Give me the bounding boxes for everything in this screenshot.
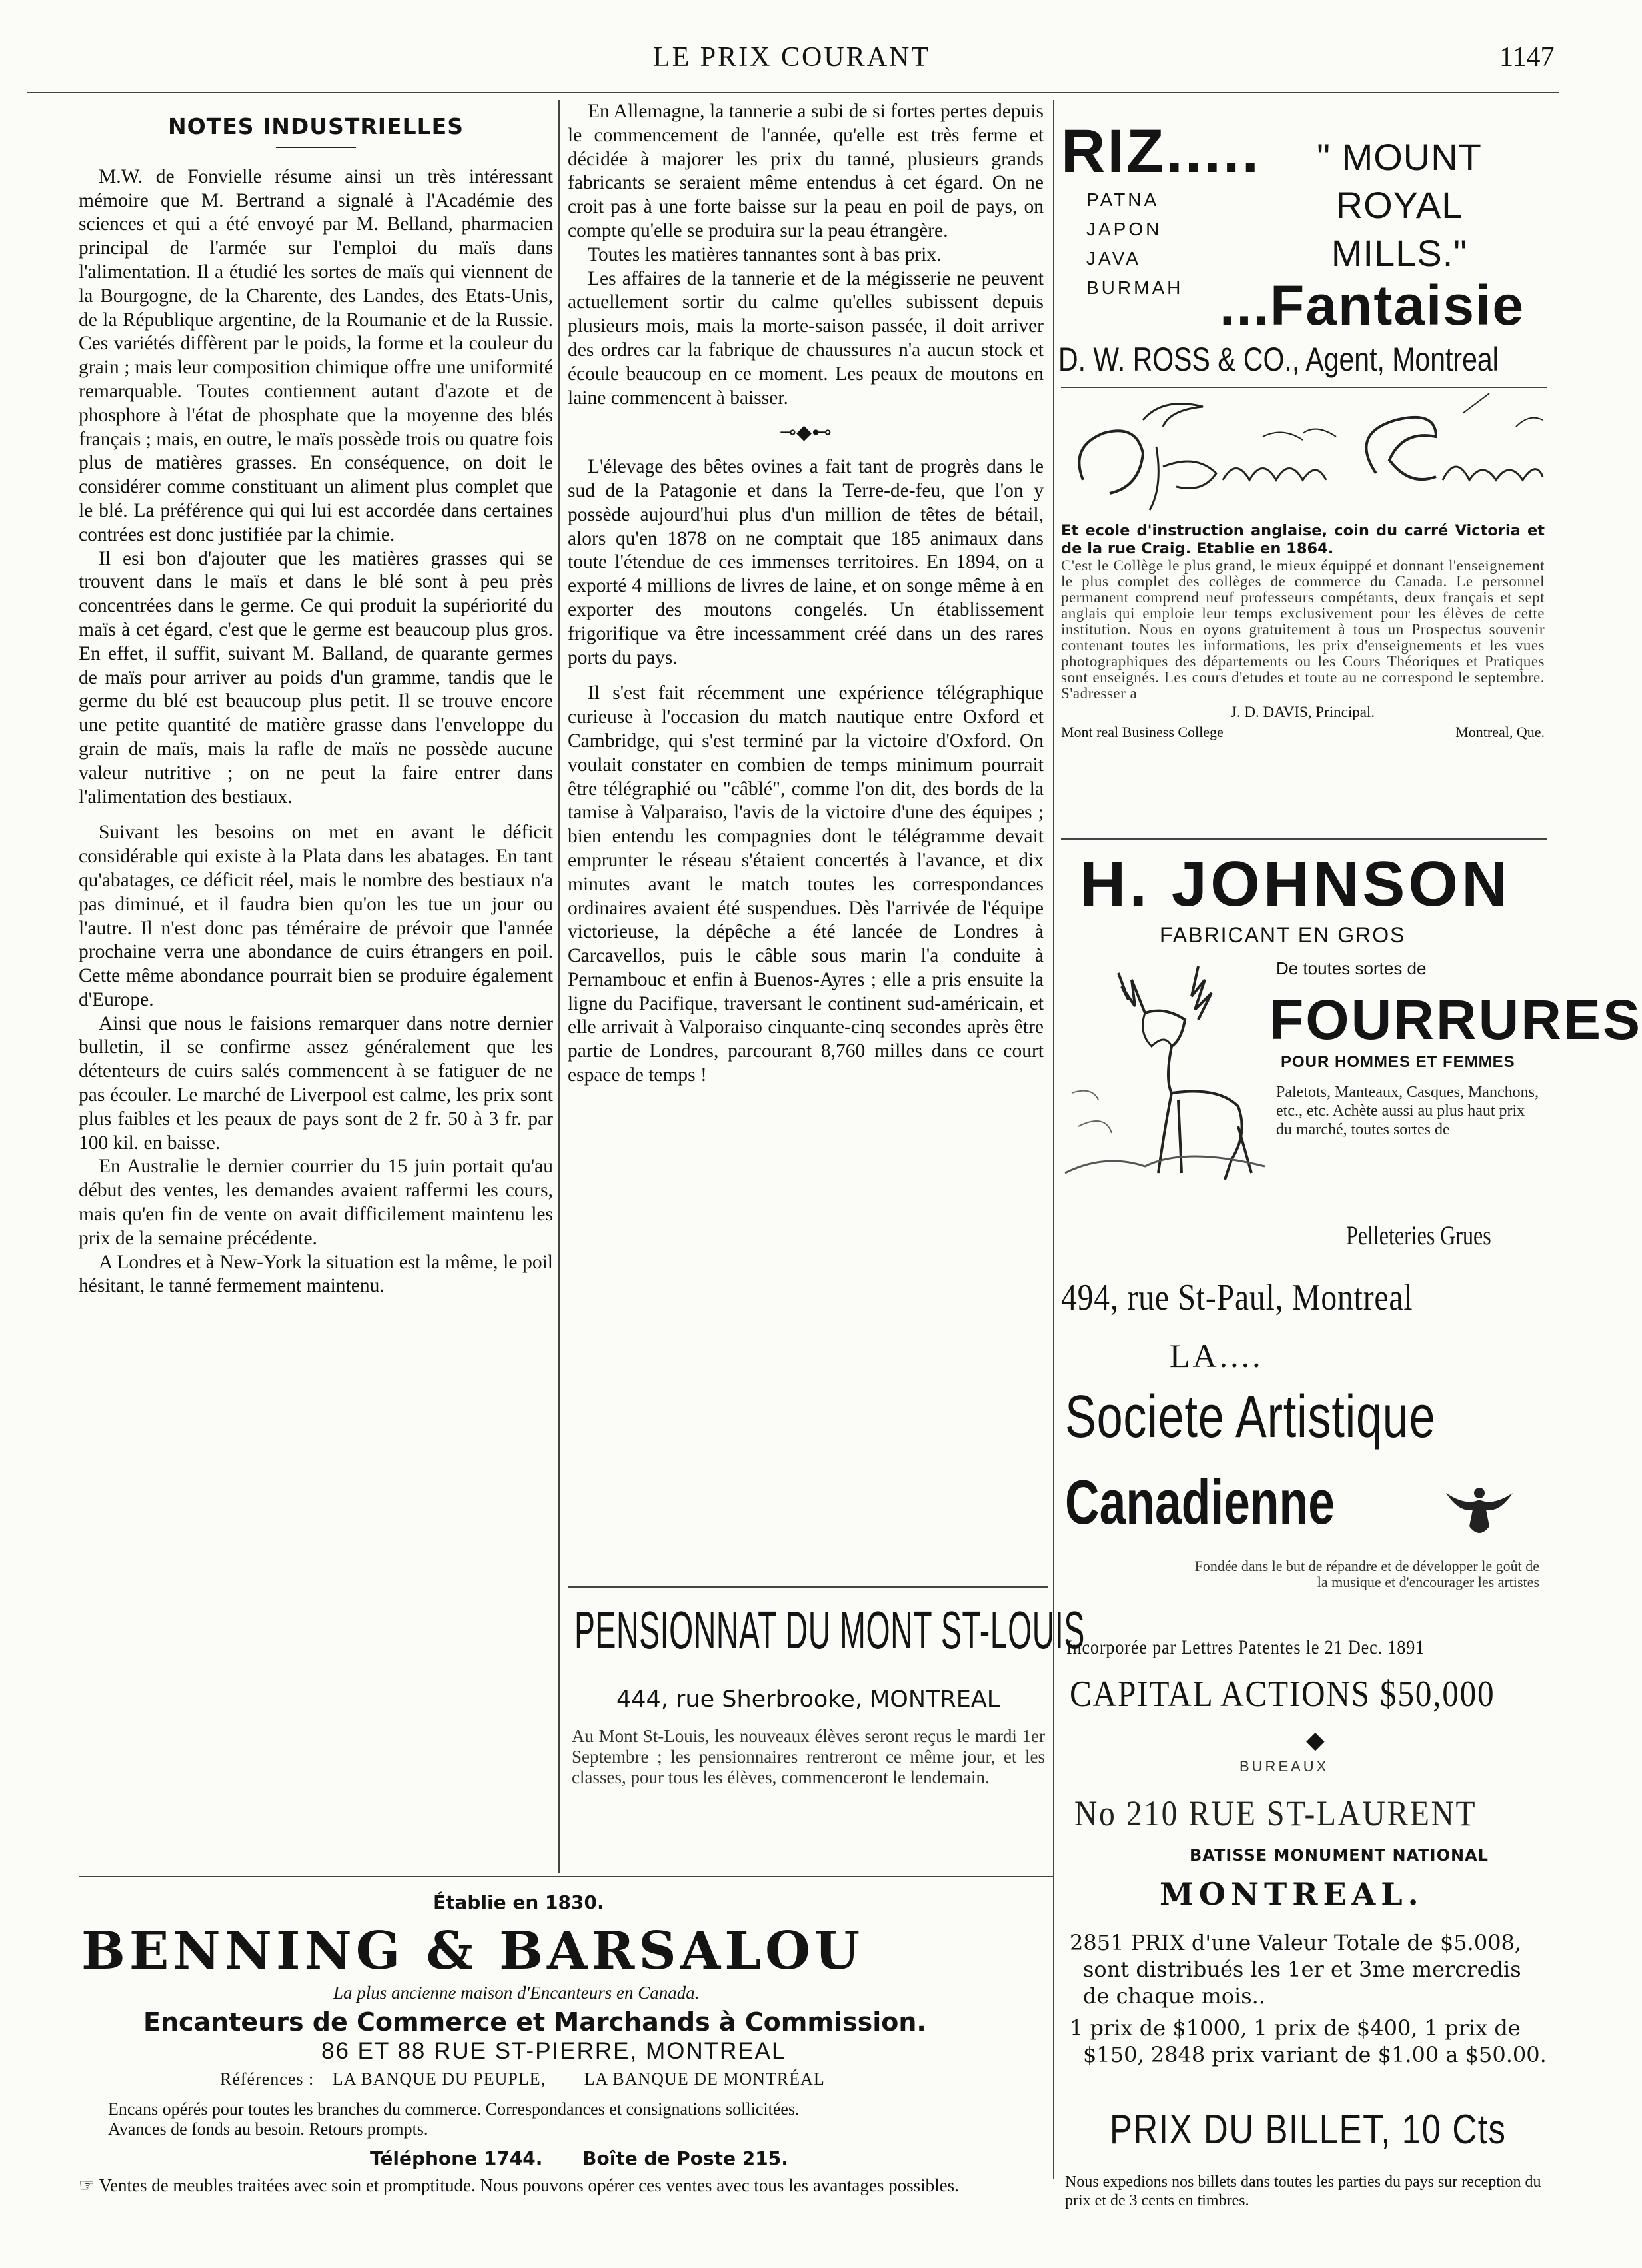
column-divider — [558, 100, 560, 1873]
paragraph: En Allemagne, la tannerie a subi de si fortes pertes depuis le commencement de l'année, qu'elle est très ferme et décidée à majorer les prix du tanné, plusieurs grands fabricants se seraient même entendus à cet égard. On ne croit pas à une forte baisse sur la peau en poil de pays, on compte qu'elle se produira sur la peau étrangère. — [568, 101, 1044, 241]
johnson-items: Paletots, Manteaux, Casques, Manchons, etc., etc. Achète aussi au plus haut prix du marché, toutes sortes de — [1276, 1084, 1539, 1138]
column-divider — [1053, 100, 1054, 2179]
origin: JAVA — [1086, 248, 1141, 269]
mount-royal-mills — [1306, 133, 1493, 277]
societe-canadienne: Canadienne — [1065, 1467, 1335, 1537]
eagle-icon — [1439, 1473, 1519, 1546]
paragraph: M.W. de Fonvielle résume ainsi un très intéressant mémoire que M. Bertrand a signalé à l'Académie des sciences et qui a été envoyé par M. Belland, pharmacien principal de l'armée sur l'emploi du maïs dans l'alimentation. Il a étudié les sortes de maïs qui viennent de la Bourgogne, de la Charente, des Landes, des Etats-Unis, de la République argentine, de la Roumanie et de la Russie. Ces variétés diffèrent par le poids, la forme et la couleur du grain ; mais leur composition chimique offre une uniformité remarquable. Toutes contiennent autant d'azote et de phosphore à l'état de phosphate que la moyenne des blés français ; mais, en outre, le maïs possède trois ou quatre fois plus de matières grasses. En conséquence, on doit le considérer comme constituant un aliment plus complet que le blé. La préférence qui qui lui est accordée dans certaines contrées est donc justifiée par la chimie. — [79, 165, 553, 545]
pensionnat-address: 444, rue Sherbrooke, MONTREAL — [616, 1686, 1000, 1713]
ornament-divider: ⊸◆⊷ — [779, 421, 832, 444]
societe-prizes — [1070, 1929, 1549, 2068]
deer-illustration — [1065, 960, 1265, 1180]
benning-address: 86 ET 88 RUE ST-PIERRE, MONTREAL — [321, 2038, 786, 2064]
ref-banque-montreal: LA BANQUE DE MONTRÉAL — [584, 2069, 825, 2089]
societe-name: Societe Artistique — [1065, 1384, 1436, 1450]
riz-title: RIZ..... — [1061, 117, 1261, 185]
ref-banque-peuple: LA BANQUE DU PEUPLE, — [332, 2069, 546, 2089]
college-text: C'est le Collège le plus grand, le mieux équippé et donnant l'enseignement le plus complet des collèges de commerce du Canada. Le personnel permanent comprend neuf professeurs compétants, deux français et sept anglais qui emploie leur temps exclusivement pour les élèves de cette institution. Nous en oyons gratuitement à tous un Prospectus souvenir contenant toutes les informations, les prix d'enseignements et les vues photographiques des départements ou les Cours Théoriques et Pratiques sont enseignés. Les cours d'etudes et toute au ne correspond le septembre. S'adresser a — [1061, 557, 1545, 702]
pensionnat-title: PENSIONNAT DU MONT ST-LOUIS — [574, 1600, 1085, 1660]
paragraph: Toutes les matières tannantes sont à bas prix. — [588, 243, 942, 265]
column-notes-industrielles — [79, 100, 553, 1298]
college-intro: Et ecole d'instruction anglaise, coin du carré Victoria et de la rue Craig. Etablie en 1864. — [1061, 522, 1545, 557]
paragraph: Suivant les besoins on met en avant le déficit considérable qui existe à la Plata dans les abatages. En tant qu'abatages, ce déficit réel, mais le nombre des bestiaux n'a pas diminué, et il faudra bien qu'on les tue un jour ou l'autre. Il n'est donc pas téméraire de prévoir que l'année prochaine verra une abondance de cuirs étrangers en poil. Cette même abondance pourrait bien se produire également d'Europe. — [79, 822, 553, 1010]
johnson-pelleteries: Pelleteries Grues — [1346, 1220, 1491, 1250]
johnson-toutes: De toutes sortes de — [1276, 958, 1427, 978]
header-rule — [27, 92, 1559, 93]
college-footer-right: Montreal, Que. — [1455, 724, 1545, 740]
benning-ventes: ☞ Ventes de meubles traitées avec soin et promptitude. Nous pouvons opérer ces ventes avec tous les avantages possibles. — [79, 2175, 959, 2195]
paragraph: Ainsi que nous le faisions remarquer dans notre dernier bulletin, il se confirme assez généralement que les détenteurs de cuirs salés commencent à se fatiguer de ne pas écouler. Le marché de Liverpool est calme, les prix sont plus faibles et les peaux de pays sont de 2 fr. 50 à 3 fr. par 100 kil. en baisse. — [79, 1012, 553, 1154]
societe-la: LA.... — [1170, 1337, 1263, 1374]
page-header — [0, 41, 1596, 81]
societe-capital: CAPITAL ACTIONS $50,000 — [1070, 1674, 1495, 1715]
refs-label: Références : — [220, 2069, 315, 2089]
johnson-name: H. JOHNSON — [1080, 848, 1511, 920]
mills-line: MILLS." — [1331, 232, 1468, 274]
ross-agent: D. W. ROSS & CO., Agent, Montreal — [1058, 341, 1499, 378]
ad-rule — [79, 1876, 1053, 1877]
johnson-address: 494, rue St-Paul, Montreal — [1061, 1277, 1413, 1318]
johnson-fourrures: FOURRURES — [1269, 988, 1642, 1051]
benning-subtitle: La plus ancienne maison d'Encanteurs en Canada. — [333, 1983, 700, 2003]
college-footer — [1061, 724, 1545, 740]
origin: JAPON — [1086, 219, 1162, 239]
societe-batisse: BATISSE MONUMENT NATIONAL — [1190, 1846, 1489, 1865]
benning-line: Encans opérés pour toutes les branches du commerce. Correspondances et consignations sollicitées. — [108, 2099, 800, 2119]
prizes-line: 1 prix de $1000, 1 prix de $400, 1 prix de $150, 2848 prix variant de $1.00 a $50.00. — [1070, 2015, 1547, 2067]
paragraph: L'élevage des bêtes ovines a fait tant de progrès dans le sud de la Patagonie et dans la Terre-de-feu, que l'on y possède aujourd'hui plus d'un million de têtes de bétail, alors qu'en 1878 on ne comptait que 185 animaux dans toute l'étendue de ces immenses territoires. En 1894, on a exporté 4 millions de livres de laine, et on songe même à en exporter des moutons congelés. Un établissement frigorifique va être incessamment créé dans un des rares ports du pays. — [568, 456, 1044, 668]
origin: PATNA — [1086, 189, 1160, 210]
prizes-line: 2851 PRIX d'une Valeur Totale de $5.008, sont distribués les 1er et 3me mercredis de chaque mois.. — [1070, 1930, 1522, 2009]
benning-lines — [108, 2099, 1068, 2139]
section-heading: NOTES INDUSTRIELLES — [168, 113, 464, 139]
ticket-price: PRIX DU BILLET, 10 Cts — [1110, 2107, 1507, 2153]
mills-line: " MOUNT — [1317, 136, 1482, 178]
paragraph: En Australie le dernier courrier du 15 juin portait qu'au début des ventes, les demandes avaient raffermi les cours, mais qu'en fin de vente on avait difficilement maintenu les prix de la semaine précédente. — [79, 1156, 553, 1249]
societe-incorporated: Incorporée par Lettres Patentes le 21 Dec. 1891 — [1066, 1636, 1425, 1658]
ad-rule — [568, 1586, 1048, 1588]
societe-envois: Nous expedions nos billets dans toutes les parties du pays sur reception du prix et de 3 cents en timbres. — [1065, 2173, 1541, 2209]
fantaisie-label: ...Fantaisie — [1220, 274, 1525, 337]
page-number: 1147 — [1499, 42, 1555, 73]
journal-title: LE PRIX COURANT — [653, 42, 931, 73]
paragraph: Il esi bon d'ajouter que les matières grasses qui se trouvent dans le maïs et dans le blé sont à peu près concentrées dans le germe. Ce qui produit la supériorité du maïs à cet égard, c'est que le germe est beaucoup plus gros. En effet, il suffit, suivant M. Balland, de quarante germes de maïs pour arriver au poids d'un gramme, tandis que le germe du blé est beaucoup plus petit. Il se trouve encore une petite quantité de matière grasse dans l'enveloppe du grain de maïs, mais la rafle de maïs ne possède aucune valeur nutritive ; on ne peut la faire entrer dans l'alimentation des bestiaux. — [79, 547, 553, 808]
benning-etablie: Établie en 1830. — [433, 1891, 604, 1913]
phone-number: Téléphone 1744. — [370, 2147, 543, 2169]
johnson-fabricant: FABRICANT EN GROS — [1160, 923, 1406, 947]
paragraph: Les affaires de la tannerie et de la mégisserie ne peuvent actuellement sortir du calme qu'elles subissent depuis plusieurs mois, mais la morte-saison passée, il doit arriver des ordres car la fabrique de chaussures n'a aucun stock et écoule beaucoup en ce moment. Les peaux de moutons en laine commencent à baisser. — [568, 267, 1044, 409]
societe-city: MONTREAL. — [1160, 1876, 1424, 1912]
college-signer: J. D. DAVIS, Principal. — [1230, 704, 1375, 720]
ad-rule — [1061, 838, 1547, 840]
pensionnat-body: Au Mont St-Louis, les nouveaux élèves seront reçus le mardi 1er Septembre ; les pensionnaires rentreront ce même jour, et les classes, pour tous les élèves, commenceront le lendemain. — [572, 1726, 1045, 1787]
post-box: Boîte de Poste 215. — [582, 2147, 788, 2169]
benning-line: Avances de fonds au besoin. Retours prompts. — [108, 2119, 428, 2139]
benning-name: BENNING & BARSALOU — [81, 1921, 864, 1981]
heading-rule — [276, 147, 356, 148]
college-script-logo — [1063, 387, 1549, 520]
benning-references — [220, 2069, 825, 2089]
mills-line: ROYAL — [1335, 184, 1463, 226]
societe-bureaux: BUREAUX — [1239, 1758, 1329, 1775]
paragraph: Il s'est fait récemment une expérience télégraphique curieuse à l'occasion du match nautique entre Oxford et Cambridge, qui s'est terminé par la victoire d'Oxford. On voulait constater en combien de temps minimum pourrait être télégraphié ou "câblé", comme l'on dit, des bords de la tamise à Valparaiso, l'avis de la victoire d'une des équipes ; bien entendu les compagnies dont le télégramme devait emprunter le réseau s'étaient concertés à l'avance, et dix minutes avant le match toutes les correspondances ordinaires avaient été suspendues. Dès l'arrivée de l'équipe victorieuse, la dépêche a été lancée de Londres à Carcavellos, puis le câble sous marin l'a conduite à Pernambouc et enfin à Buenos-Ayres ; elle a pris ensuite la ligne du Pacifique, traversant le continent sud-américain, et elle arrivait à Valporaiso cinquante-cinq secondes après être partie de Londres, parcourant 8,760 milles dans ce court espace de temps ! — [568, 682, 1044, 1086]
riz-origins — [1086, 185, 1183, 303]
societe-address: No 210 RUE ST-LAURENT — [1074, 1793, 1477, 1833]
origin: BURMAH — [1086, 277, 1184, 298]
paragraph: A Londres et à New-York la situation est la même, le poil hésitant, le tanné fermement maintenu. — [79, 1251, 553, 1297]
column-articles — [568, 100, 1044, 1088]
benning-trade: Encanteurs de Commerce et Marchands à Commission. — [143, 2007, 926, 2037]
college-footer-left: Mont real Business College — [1061, 724, 1224, 740]
college-body — [1061, 522, 1545, 740]
benning-phone — [370, 2147, 788, 2169]
johnson-hommes: POUR HOMMES ET FEMMES — [1281, 1053, 1515, 1071]
diamond-icon: ◆ — [1306, 1726, 1325, 1753]
societe-body: Fondée dans le but de répandre et de développer le goût de la musique et d'encourager les artistes — [1194, 1558, 1539, 1590]
